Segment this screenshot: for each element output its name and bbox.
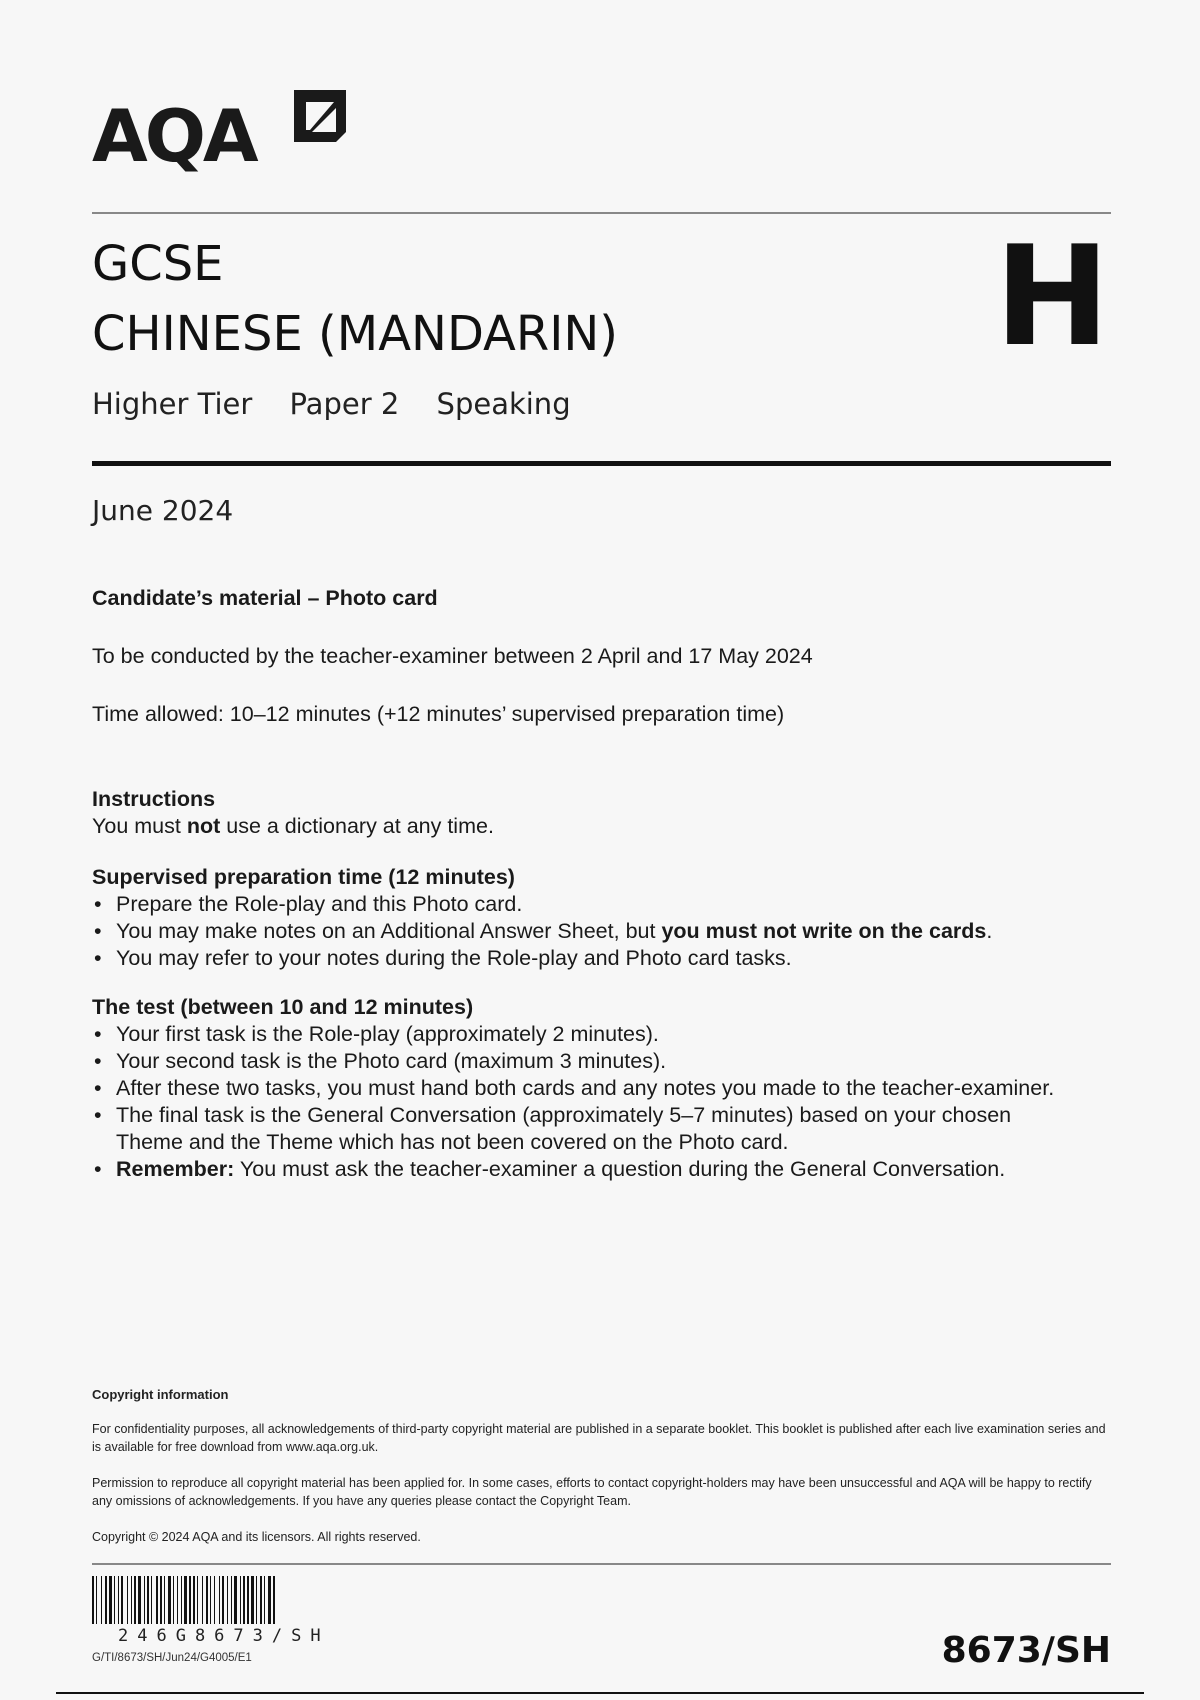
barcode-bar (268, 1576, 271, 1624)
barcode-bar (160, 1576, 162, 1624)
component-label: Speaking (436, 387, 571, 421)
header-divider (92, 461, 1111, 466)
preparation-list (92, 891, 1112, 972)
paper-info (92, 387, 599, 421)
barcode-bar (240, 1576, 241, 1624)
job-reference: G/TI/8673/SH/Jun24/G4005/E1 (92, 1652, 252, 1664)
instructions-heading: Instructions (92, 787, 216, 811)
footer-divider (92, 1563, 1111, 1565)
barcode-bar (243, 1576, 245, 1624)
paper-label: Paper 2 (289, 387, 400, 421)
barcode-bar (127, 1576, 128, 1624)
barcode-bar (234, 1576, 237, 1624)
qualification-title: GCSE (92, 236, 224, 292)
barcode-bar (202, 1576, 203, 1624)
copyright-title: Copyright information (92, 1387, 229, 1402)
exam-date: June 2024 (92, 494, 234, 527)
barcode-bar (247, 1576, 249, 1624)
copyright-para: Permission to reproduce all copyright material has been applied for. In some cases, efforts to contact copyright-holders may have been unsuccessful and AQA will be happy to rectify any omissions of acknowledgements. If you have any queries please contact the Copyright Team. (92, 1476, 1092, 1508)
barcode-bar (214, 1576, 215, 1624)
copyright-section (92, 1386, 1112, 1564)
barcode-bar (264, 1576, 265, 1624)
conducted-text: To be conducted by the teacher-examiner between 2 April and 17 May 2024 (92, 644, 813, 668)
barcode-bar (193, 1576, 195, 1624)
barcode-bar (181, 1576, 182, 1624)
copyright-para: Copyright © 2024 AQA and its licensors. All rights reserved. (92, 1530, 421, 1544)
barcode-bar (206, 1576, 208, 1624)
barcode-bar (231, 1576, 232, 1624)
barcode-bar (92, 1576, 94, 1624)
barcode-icon (92, 1576, 448, 1624)
barcode-bar (219, 1576, 220, 1624)
barcode-bar (134, 1576, 136, 1624)
barcode-bar (105, 1576, 107, 1624)
barcode-bar (256, 1576, 257, 1624)
copyright-para: For confidentiality purposes, all acknowledgements of third-party copyright material are published in a separate booklet. This booklet is published after each live examination series and is available for free download from www.aqa.org.uk. (92, 1422, 1106, 1454)
paper-code: 8673/SH (941, 1630, 1111, 1671)
list-item: • Your second task is the Photo card (maximum 3 minutes). (92, 1048, 1112, 1075)
list-item: • Prepare the Role-play and this Photo card. (92, 891, 1112, 918)
barcode-bar (189, 1576, 191, 1624)
barcode-bar (138, 1576, 141, 1624)
top-divider (92, 212, 1111, 214)
tier-letter: H (994, 216, 1110, 377)
tier-label: Higher Tier (92, 387, 253, 421)
barcode-bar (173, 1576, 174, 1624)
barcode-bar (109, 1576, 112, 1624)
barcode-bar (121, 1576, 123, 1624)
barcode-bar (177, 1576, 178, 1624)
test-heading: The test (between 10 and 12 minutes) (92, 995, 474, 1019)
barcode-bar (131, 1576, 132, 1624)
preparation-heading: Supervised preparation time (12 minutes) (92, 865, 515, 889)
list-item: • You may refer to your notes during the Role-play and Photo card tasks. (92, 945, 1112, 972)
subject-title: CHINESE (MANDARIN) (92, 306, 619, 362)
list-item: • Your first task is the Role-play (approximately 2 minutes). (92, 1021, 1112, 1048)
barcode-bar (151, 1576, 152, 1624)
material-title: Candidate’s material – Photo card (92, 586, 438, 610)
barcode-bar (184, 1576, 187, 1624)
aqa-logo-mark-icon (290, 90, 346, 144)
barcode-bar (96, 1576, 97, 1624)
barcode-bar (260, 1576, 262, 1624)
preparation-section (92, 864, 1112, 972)
barcode-bar (118, 1576, 119, 1624)
barcode-bar (222, 1576, 224, 1624)
list-item: • After these two tasks, you must hand both cards and any notes you made to the teacher-examiner. (92, 1075, 1112, 1102)
aqa-logo-text: AQA (92, 94, 256, 178)
barcode-bar (101, 1576, 102, 1624)
barcode-bar (273, 1576, 275, 1624)
list-item: • Remember: You must ask the teacher-examiner a question during the General Conversation. (92, 1156, 1112, 1183)
barcode-bar (147, 1576, 149, 1624)
barcode-bar (114, 1576, 115, 1624)
barcode-bar (144, 1576, 145, 1624)
test-section (92, 994, 1112, 1183)
barcode-bar (168, 1576, 171, 1624)
barcode-bar (197, 1576, 198, 1624)
list-item: • You may make notes on an Additional Answer Sheet, but you must not write on the cards. (92, 918, 1112, 945)
test-list (92, 1021, 1112, 1183)
barcode-bar (227, 1576, 228, 1624)
list-item: • The final task is the General Conversation (approximately 5–7 minutes) based on your chosen Theme and the Theme which has not been covered on the Photo card. (92, 1102, 1112, 1156)
instructions-section (92, 786, 1112, 840)
page-bottom-edge (56, 1692, 1144, 1694)
barcode-digits: 246G8673/SH (118, 1626, 330, 1646)
instructions-line: You must not use a dictionary at any time. (92, 814, 494, 838)
time-allowed-text: Time allowed: 10–12 minutes (+12 minutes’ supervised preparation time) (92, 702, 785, 726)
barcode-bar (156, 1576, 158, 1624)
barcode-bar (251, 1576, 254, 1624)
barcode-bar (164, 1576, 165, 1624)
barcode-bar (210, 1576, 211, 1624)
